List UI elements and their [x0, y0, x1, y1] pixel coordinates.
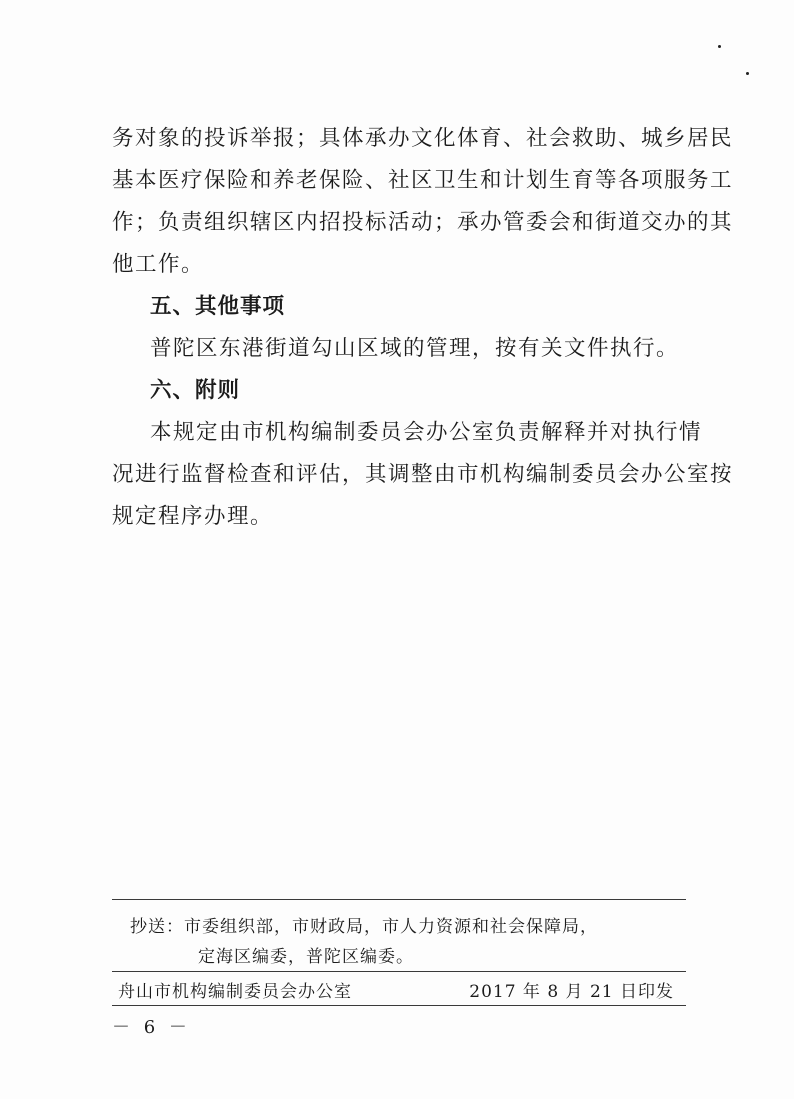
- document-body: [112, 118, 734, 538]
- section-paragraph-line: 况进行监督检查和评估，其调整由市机构编制委员会办公室按: [112, 462, 734, 487]
- issuing-office: 舟山市机构编制委员会办公室: [118, 982, 352, 1002]
- body-line: 他工作。: [112, 252, 205, 277]
- issue-date: 2017 年 8 月 21 日印发: [469, 982, 674, 1002]
- section-paragraph-line: 本规定由市机构编制委员会办公室负责解释并对执行情: [150, 420, 703, 445]
- scan-speck: [746, 72, 749, 75]
- section-paragraph: 普陀区东港街道勾山区域的管理，按有关文件执行。: [150, 336, 680, 361]
- footer-bottom-rule: [112, 1005, 686, 1006]
- section-heading: 六、附则: [150, 378, 241, 403]
- footer-middle-rule: [112, 971, 686, 972]
- footer-top-rule: [112, 899, 686, 900]
- cc-recipients-line: 抄送：市委组织部，市财政局，市人力资源和社会保障局，: [130, 917, 598, 937]
- body-line: 基本医疗保险和养老保险、社区卫生和计划生育等各项服务工: [112, 168, 734, 193]
- body-line: 作；负责组织辖区内招投标活动；承办管委会和街道交办的其: [112, 210, 734, 235]
- cc-recipients-line: 定海区编委，普陀区编委。: [198, 947, 414, 967]
- body-line: 务对象的投诉举报；具体承办文化体育、社会救助、城乡居民: [112, 126, 734, 151]
- section-paragraph-line: 规定程序办理。: [112, 504, 274, 529]
- section-heading: 五、其他事项: [150, 294, 286, 319]
- page-number: － 6 －: [112, 1017, 191, 1038]
- scan-speck: [718, 45, 721, 48]
